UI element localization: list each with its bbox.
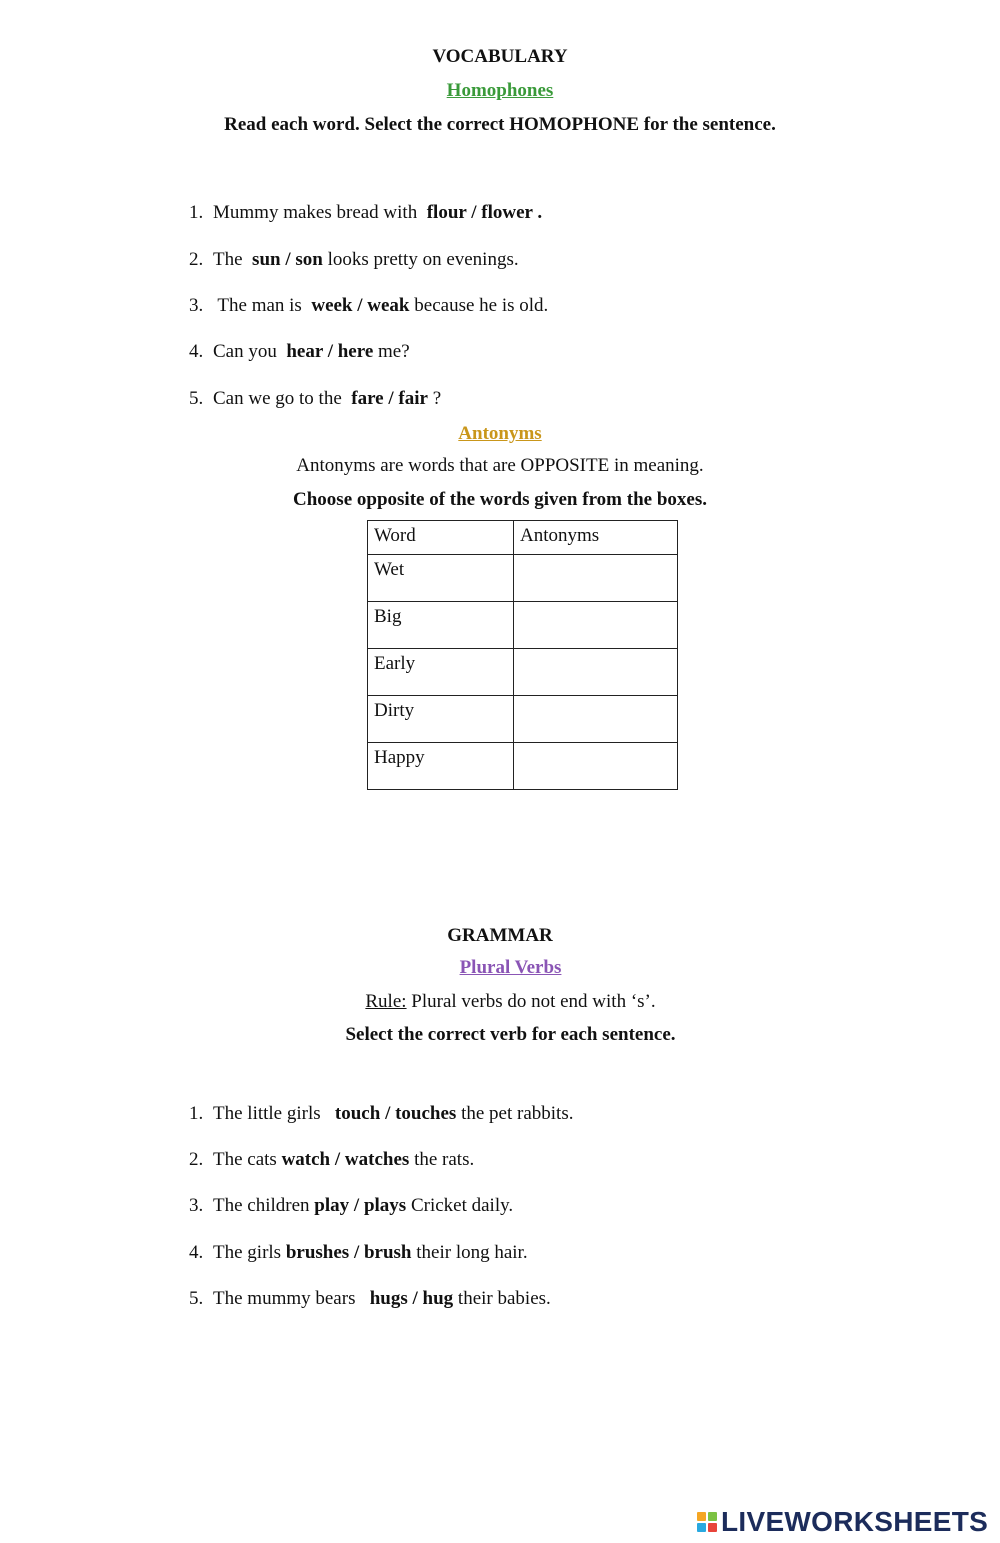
sentence-text: The [213,249,248,270]
sentence-text: The mummy bears [213,1288,361,1309]
word-cell: Dirty [368,696,514,743]
vocabulary-heading: VOCABULARY [432,46,568,67]
option-word[interactable]: flower [481,202,533,223]
option-separator: / [280,249,296,270]
plural-verbs-title: Plural Verbs [459,957,562,978]
antonyms-table [367,520,678,790]
column-header-word: Word [368,521,514,555]
rule-text: Plural verbs do not end with ‘s’. [406,991,656,1012]
rule-line [0,991,1000,1013]
option-word[interactable]: flour [426,202,467,223]
sentence-text: The little girls [213,1103,326,1124]
antonym-drop-box[interactable] [514,602,678,649]
option-word[interactable]: son [295,249,323,270]
sentence-text: the pet rabbits. [456,1103,574,1124]
option-word[interactable]: watches [344,1149,410,1170]
antonym-drop-box[interactable] [514,743,678,790]
option-word[interactable]: watch [281,1149,331,1170]
item-number: 3. [189,295,204,316]
sentence-text: Can we go to the [213,388,347,409]
sentence-text: Can you [213,341,282,362]
word-cell: Big [368,602,514,649]
item-number: 4. [189,341,204,362]
option-word[interactable]: brush [363,1242,412,1263]
item-number: 3. [189,1195,204,1216]
column-header-antonyms: Antonyms [514,521,678,555]
option-separator: / [407,1288,423,1309]
sentence-text: . [532,202,543,223]
option-word[interactable]: hug [422,1288,454,1309]
option-word[interactable]: hugs [369,1288,408,1309]
sentence-text: The children [213,1195,315,1216]
antonym-drop-box[interactable] [514,696,678,743]
sentence-text: Cricket daily. [406,1195,514,1216]
antonym-drop-box[interactable] [514,555,678,602]
option-word[interactable]: touch [334,1103,381,1124]
option-word[interactable]: brushes [285,1242,350,1263]
option-word[interactable]: plays [363,1195,407,1216]
word-cell: Early [368,649,514,696]
option-separator: / [383,388,399,409]
option-separator: / [349,1242,364,1263]
item-number: 1. [189,202,204,223]
logo-text: LIVEWORKSHEETS [721,1506,989,1537]
option-separator: / [352,295,368,316]
word-cell: Happy [368,743,514,790]
rule-label: Rule: [365,991,407,1012]
option-separator: / [466,202,482,223]
item-number: 5. [189,388,204,409]
sentence-text: their long hair. [411,1242,528,1263]
option-word[interactable]: here [337,341,374,362]
sentence-text: their babies. [453,1288,551,1309]
option-word[interactable]: fare [351,388,384,409]
option-word[interactable]: week [311,295,353,316]
list-item [170,1266,551,1332]
option-word[interactable]: sun [252,249,281,270]
table-row [368,602,678,649]
option-separator: / [349,1195,364,1216]
word-cell: Wet [368,555,514,602]
homophones-instruction: Read each word. Select the correct HOMOPHONE for the sentence. [224,114,776,135]
sentence-text: The man is [213,295,307,316]
antonym-drop-box[interactable] [514,649,678,696]
item-number: 1. [189,1103,204,1124]
antonyms-definition: Antonyms are words that are OPPOSITE in meaning. [296,455,704,476]
liveworksheets-logo [697,1506,988,1538]
item-number: 2. [189,249,204,270]
table-row [368,743,678,790]
grammar-heading: GRAMMAR [447,925,553,946]
item-number: 2. [189,1149,204,1170]
option-word[interactable]: touches [395,1103,457,1124]
sentence-text: looks pretty on evenings. [322,249,519,270]
sentence-text: me? [373,341,410,362]
option-word[interactable]: weak [367,295,410,316]
logo-blocks-icon [697,1512,717,1532]
table-row [368,555,678,602]
sentence-text: the rats. [409,1149,475,1170]
grammar-instruction: Select the correct verb for each sentence. [345,1024,676,1045]
sentence-text: Mummy makes bread with [213,202,422,223]
table-row [368,696,678,743]
sentence-text: The girls [213,1242,286,1263]
table-row [368,649,678,696]
sentence-text: The cats [213,1149,282,1170]
option-separator: / [380,1103,396,1124]
table-header-row [368,521,678,555]
homophones-title: Homophones [446,80,554,101]
antonyms-title: Antonyms [458,423,542,444]
option-word[interactable]: fair [398,388,428,409]
option-word[interactable]: hear [286,341,323,362]
option-separator: / [330,1149,345,1170]
sentence-text: ? [427,388,442,409]
item-number: 5. [189,1288,204,1309]
option-separator: / [322,341,338,362]
antonyms-instruction: Choose opposite of the words given from the boxes. [293,489,707,510]
option-word[interactable]: play [314,1195,350,1216]
sentence-text: because he is old. [409,295,549,316]
item-number: 4. [189,1242,204,1263]
